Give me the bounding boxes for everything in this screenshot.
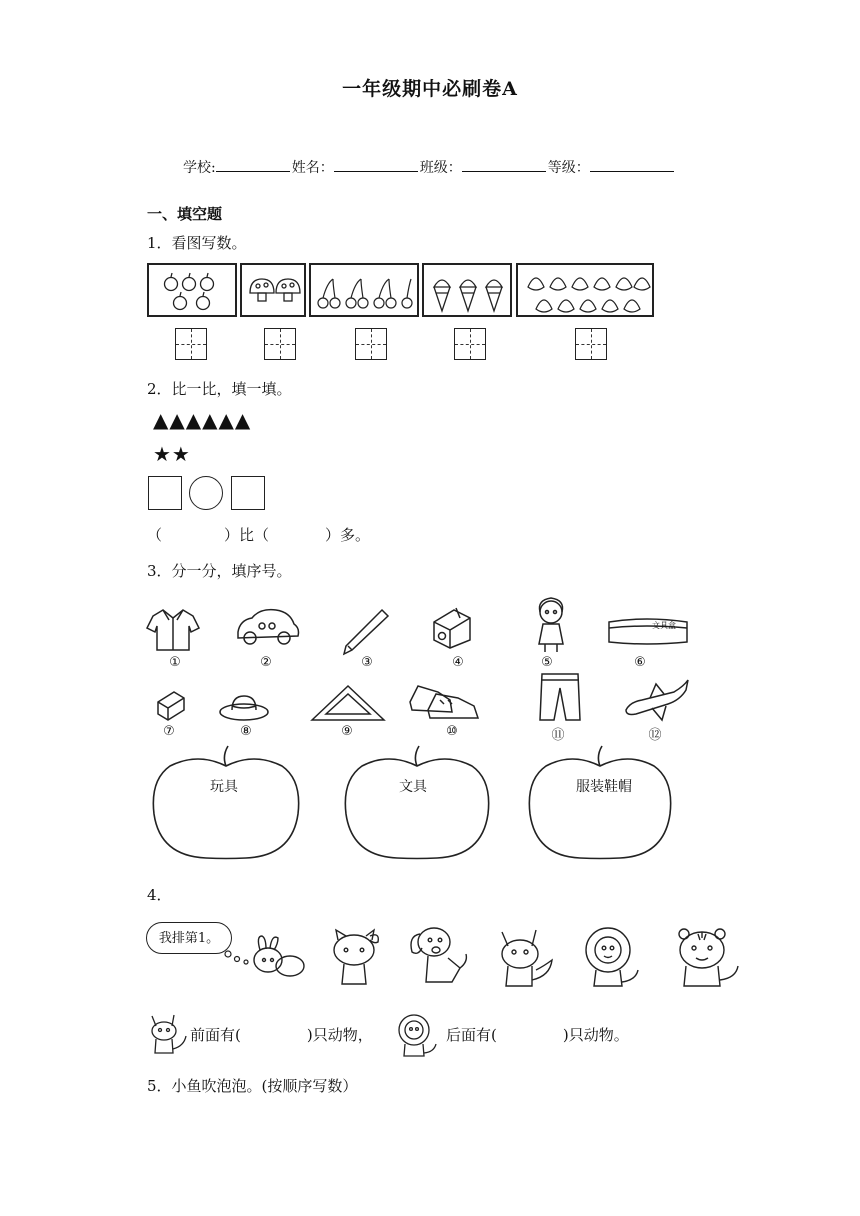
puppy-icon bbox=[408, 922, 470, 988]
triangles-row: ▲▲▲▲▲▲ bbox=[153, 408, 252, 432]
compare-circle[interactable] bbox=[189, 476, 223, 510]
name-blank[interactable] bbox=[334, 157, 418, 172]
doll-icon bbox=[531, 596, 571, 654]
pencil-icon bbox=[340, 608, 390, 656]
sharpener-icon bbox=[430, 604, 474, 650]
item-number: ② bbox=[260, 655, 272, 670]
question-3: 3．分一分，填序号。 bbox=[147, 562, 292, 580]
question-2: 2．比一比，填一填。 bbox=[147, 380, 292, 398]
question-4: 4． bbox=[147, 886, 172, 904]
item-number: ⑥ bbox=[634, 655, 646, 670]
school-label: 学校: bbox=[183, 160, 216, 176]
speech-bubble: 我排第1。 bbox=[146, 922, 232, 954]
tiger-icon bbox=[672, 926, 742, 990]
apple-label-stationery: 文具 bbox=[399, 779, 427, 795]
student-info-line bbox=[183, 157, 676, 177]
rabbit-icon bbox=[248, 934, 308, 980]
lion-icon bbox=[580, 924, 644, 990]
answer-box-3[interactable] bbox=[355, 328, 387, 360]
fox-icon bbox=[492, 924, 556, 990]
item-number: ⑨ bbox=[341, 724, 353, 739]
apple-icon bbox=[149, 265, 239, 319]
fill-sentence-back bbox=[446, 1024, 629, 1045]
airplane-icon bbox=[622, 676, 692, 722]
fox-icon bbox=[146, 1012, 188, 1056]
question-5: 5．小鱼吹泡泡。(按顺序写数） bbox=[147, 1077, 358, 1095]
back-text: 后面有( bbox=[446, 1026, 497, 1044]
answer-box-5[interactable] bbox=[575, 328, 607, 360]
stars-row: ★★ bbox=[153, 442, 191, 466]
class-label: 班级： bbox=[419, 160, 462, 176]
cherries-box bbox=[309, 263, 419, 317]
apple-stationery-icon[interactable] bbox=[342, 744, 492, 862]
icecream-icon bbox=[424, 265, 514, 319]
eraser-icon bbox=[154, 688, 188, 722]
mushroom-icon bbox=[242, 265, 308, 319]
back-end: )只动物。 bbox=[562, 1026, 629, 1044]
peaches-box bbox=[516, 263, 654, 317]
item-number: ④ bbox=[452, 655, 464, 670]
triangle-ruler-icon bbox=[308, 684, 386, 724]
item-number: ⑪ bbox=[551, 728, 565, 743]
lion-icon bbox=[394, 1012, 440, 1058]
apples-box bbox=[147, 263, 237, 317]
sentence-open: （ bbox=[147, 526, 163, 544]
answer-box-4[interactable] bbox=[454, 328, 486, 360]
item-number: ① bbox=[169, 655, 181, 670]
pencil-case-item bbox=[606, 616, 690, 646]
class-blank[interactable] bbox=[462, 157, 546, 172]
name-label: 姓名： bbox=[291, 160, 334, 176]
hat-icon bbox=[218, 692, 270, 722]
apple-clothing-icon[interactable] bbox=[526, 744, 674, 862]
icecream-box bbox=[422, 263, 512, 317]
shirt-icon bbox=[145, 606, 201, 652]
toy-car-icon bbox=[234, 606, 302, 650]
item-number: ③ bbox=[361, 655, 373, 670]
item-number: ⑤ bbox=[541, 655, 553, 670]
answer-box-2[interactable] bbox=[264, 328, 296, 360]
apple-label-toys: 玩具 bbox=[210, 779, 238, 795]
item-number: ⑧ bbox=[240, 724, 252, 739]
compare-box-right[interactable] bbox=[231, 476, 265, 510]
peach-icon bbox=[518, 265, 656, 319]
mushrooms-box bbox=[240, 263, 306, 317]
pencil-case-label: 文具盒 bbox=[652, 621, 676, 630]
answer-box-1[interactable] bbox=[175, 328, 207, 360]
front-end: )只动物， bbox=[306, 1026, 373, 1044]
pencil-case-icon bbox=[606, 616, 690, 646]
school-blank[interactable] bbox=[216, 157, 290, 172]
compare-sentence bbox=[147, 524, 370, 545]
fill-sentence-front bbox=[190, 1024, 373, 1045]
cherry-icon bbox=[311, 265, 421, 319]
sneakers-icon bbox=[408, 680, 480, 722]
item-number: ⑫ bbox=[648, 728, 662, 743]
pants-icon bbox=[536, 672, 584, 724]
item-number: ⑩ bbox=[446, 724, 458, 739]
sentence-mid: ）比（ bbox=[224, 526, 270, 544]
apple-label-clothing: 服装鞋帽 bbox=[576, 779, 632, 795]
front-text: 前面有( bbox=[190, 1026, 241, 1044]
item-number: ⑦ bbox=[163, 724, 175, 739]
apple-toys-icon[interactable] bbox=[150, 744, 302, 862]
page-title: 一年级期中必刷卷A bbox=[342, 78, 518, 100]
section-heading: 一、填空题 bbox=[147, 205, 223, 223]
grade-blank[interactable] bbox=[590, 157, 674, 172]
question-1: 1．看图写数。 bbox=[147, 234, 247, 252]
kitty-icon bbox=[330, 928, 382, 988]
sentence-end: ）多。 bbox=[325, 526, 371, 544]
compare-box-left[interactable] bbox=[148, 476, 182, 510]
grade-label: 等级： bbox=[547, 160, 590, 176]
